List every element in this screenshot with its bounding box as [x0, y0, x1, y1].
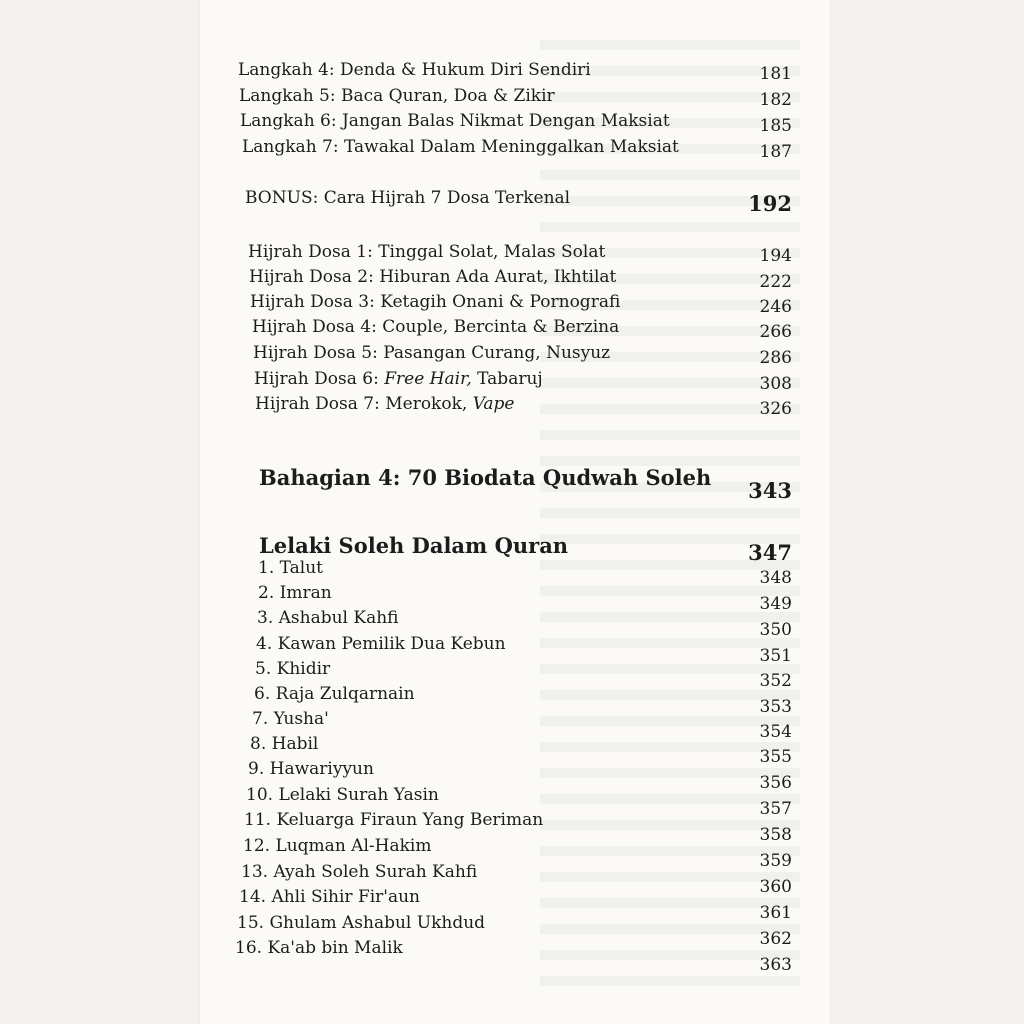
toc-entry-lelaki-16: 16. Ka'ab bin Malik	[235, 938, 403, 958]
toc-page-lelaki-10: 357	[759, 799, 792, 819]
toc-entry-hijrah-5: Hijrah Dosa 5: Pasangan Curang, Nusyuz	[253, 343, 611, 363]
toc-page-lelaki-9: 356	[759, 773, 792, 793]
toc-page-hijrah-7: 326	[759, 399, 792, 419]
toc-page-lelaki-15: 362	[759, 929, 792, 949]
toc-page-langkah-7: 187	[759, 142, 792, 162]
toc-page-part-heading: 343	[748, 478, 792, 503]
toc-page-lelaki-16: 363	[759, 955, 792, 975]
toc-entry-lelaki-6: 6. Raja Zulqarnain	[254, 684, 415, 704]
toc-page-hijrah-3: 246	[759, 297, 792, 317]
toc-page-lelaki-1: 348	[759, 568, 792, 588]
toc-entry-hijrah-1: Hijrah Dosa 1: Tinggal Solat, Malas Solat	[248, 242, 606, 262]
toc-entry-lelaki-13: 13. Ayah Soleh Surah Kahfi	[241, 862, 478, 882]
toc-entry-lelaki-10: 10. Lelaki Surah Yasin	[246, 785, 439, 805]
toc-page-langkah-4: 181	[759, 64, 792, 84]
toc-page-lelaki-2: 349	[759, 594, 792, 614]
toc-entry-lelaki-9: 9. Hawariyyun	[248, 759, 374, 779]
toc-entry-hijrah-3: Hijrah Dosa 3: Ketagih Onani & Pornografi	[250, 292, 621, 312]
toc-entry-lelaki-11: 11. Keluarga Firaun Yang Beriman	[244, 810, 544, 830]
toc-part-heading: Bahagian 4: 70 Biodata Qudwah Soleh	[259, 465, 712, 490]
toc-entry-lelaki-14: 14. Ahli Sihir Fir'aun	[239, 887, 421, 907]
toc-page-hijrah-2: 222	[759, 272, 792, 292]
toc-entry-lelaki-2: 2. Imran	[258, 583, 332, 603]
toc-page-lelaki-12: 359	[759, 851, 792, 871]
toc-entry-bonus: BONUS: Cara Hijrah 7 Dosa Terkenal	[245, 188, 571, 208]
toc-page-hijrah-1: 194	[759, 246, 792, 266]
toc-entry-hijrah-4: Hijrah Dosa 4: Couple, Bercinta & Berzina	[252, 317, 620, 337]
toc-entry-hijrah-2: Hijrah Dosa 2: Hiburan Ada Aurat, Ikhtilat	[249, 267, 617, 287]
toc-section-heading: Lelaki Soleh Dalam Quran	[259, 533, 569, 558]
toc-entry-hijrah-7: Hijrah Dosa 7: Merokok, Vape	[255, 394, 515, 414]
toc-page-hijrah-6: 308	[759, 374, 792, 394]
toc-page-section-heading: 347	[748, 540, 792, 565]
toc-page-lelaki-8: 355	[759, 747, 792, 767]
toc-entry-lelaki-4: 4. Kawan Pemilik Dua Kebun	[256, 634, 506, 654]
toc-entry-lelaki-3: 3. Ashabul Kahfi	[257, 608, 399, 628]
toc-entry-lelaki-15: 15. Ghulam Ashabul Ukhdud	[237, 913, 486, 933]
toc-entry-langkah-7: Langkah 7: Tawakal Dalam Meninggalkan Maksiat	[242, 137, 679, 157]
toc-entry-langkah-6: Langkah 6: Jangan Balas Nikmat Dengan Maksiat	[240, 111, 670, 131]
toc-page-lelaki-3: 350	[759, 620, 792, 640]
toc-entry-lelaki-1: 1. Talut	[258, 558, 323, 578]
toc-page-lelaki-7: 354	[759, 722, 792, 742]
toc-entry-langkah-4: Langkah 4: Denda & Hukum Diri Sendiri	[238, 60, 591, 80]
toc-entry-langkah-5: Langkah 5: Baca Quran, Doa & Zikir	[239, 86, 555, 106]
toc-page-bonus: 192	[748, 191, 792, 216]
toc-page-lelaki-13: 360	[759, 877, 792, 897]
toc-page-lelaki-5: 352	[759, 671, 792, 691]
toc-page-lelaki-14: 361	[759, 903, 792, 923]
toc-page-lelaki-6: 353	[759, 697, 792, 717]
toc-page-lelaki-4: 351	[759, 646, 792, 666]
toc-entry-hijrah-6: Hijrah Dosa 6: Free Hair, Tabaruj	[254, 369, 543, 389]
toc-entry-lelaki-8: 8. Habil	[250, 734, 319, 754]
toc-entry-lelaki-5: 5. Khidir	[255, 659, 331, 679]
toc-page-hijrah-5: 286	[759, 348, 792, 368]
toc-page-langkah-6: 185	[759, 116, 792, 136]
toc-page-hijrah-4: 266	[759, 322, 792, 342]
toc-entry-lelaki-12: 12. Luqman Al-Hakim	[243, 836, 432, 856]
toc-page-langkah-5: 182	[759, 90, 792, 110]
toc-entry-lelaki-7: 7. Yusha'	[252, 709, 329, 729]
toc-page-lelaki-11: 358	[759, 825, 792, 845]
